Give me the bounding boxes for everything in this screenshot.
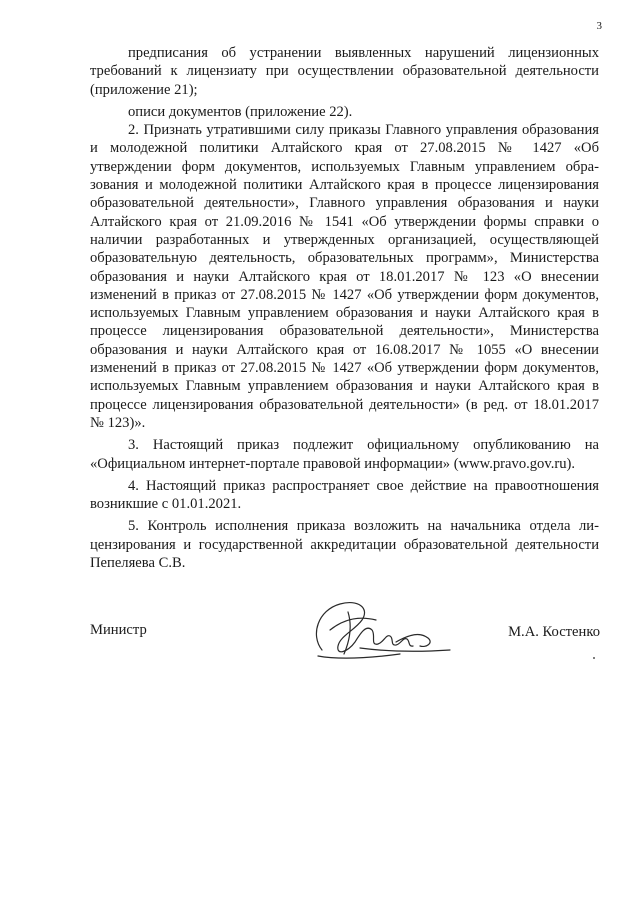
paragraph-appendix-22: описи документов (приложение 22).: [128, 103, 353, 120]
paragraph-item-4: 4. Настоящий приказ распространяет свое действие на правоотношения возникшие с 01.01.2021.: [90, 477, 599, 513]
scan-speck: [593, 657, 595, 659]
paragraph-item-3: 3. Настоящий приказ подлежит официальному опубликованию на «Официальном интернет-портале правовой информации» (www.pravo.gov.ru).: [90, 437, 599, 472]
document-body: [90, 44, 599, 572]
signatory-title: Министр: [90, 622, 147, 638]
paragraph-appendix-21: предписания об устранении выявленных нарушений лицензионных требований к лицензиату при осуществлении образовательной деятельности (приложение 21);: [90, 45, 599, 98]
paragraph-item-2: 2. Признать утратившими силу приказы Главного управления образования и молодежной политики Алтайского края от 27.08.2015 № 1427 «Об утверждении форм документов, используемых Главным управлением образования и молодежной политики Алтайского края в процессе лицензирования образовательной деятельности», Главного управления образования и науки Алтайского края от 21.09.2016 № 1541 «Об утверждении формы справки о наличии разработанных и утвержденных организацией, осуществляющей образовательную деятельность, образовательных программ», Министерства образования и науки Алтайского края от 18.01.2017 № 123 «О внесении изменений в приказ от 27.08.2015 № 1427 «Об утверждении форм документов, используемых Главным управлением образования и науки Алтайского края в процессе лицензирования образовательной деятельности», Министерства образования и науки Алтайского края от 16.08.2017 № 1055 «О внесении изменений в приказ от 27.08.2015 № 1427 «Об утверждении форм документов, используемых Главным управлением образования и науки Алтайского края в процессе лицензирования образовательной деятельности» (в ред. от 18.01.2017 № 123)».: [90, 122, 599, 431]
page-number: 3: [596, 20, 602, 32]
paragraph-item-5: 5. Контроль исполнения приказа возложить на начальника отдела лицензирования и государственной аккредитации образовательной деятельности Пепеляева С.В.: [90, 518, 599, 572]
signatory-name: М.А. Костенко: [508, 624, 600, 640]
signature-block: [90, 620, 600, 670]
handwritten-signature-icon: [300, 590, 470, 670]
